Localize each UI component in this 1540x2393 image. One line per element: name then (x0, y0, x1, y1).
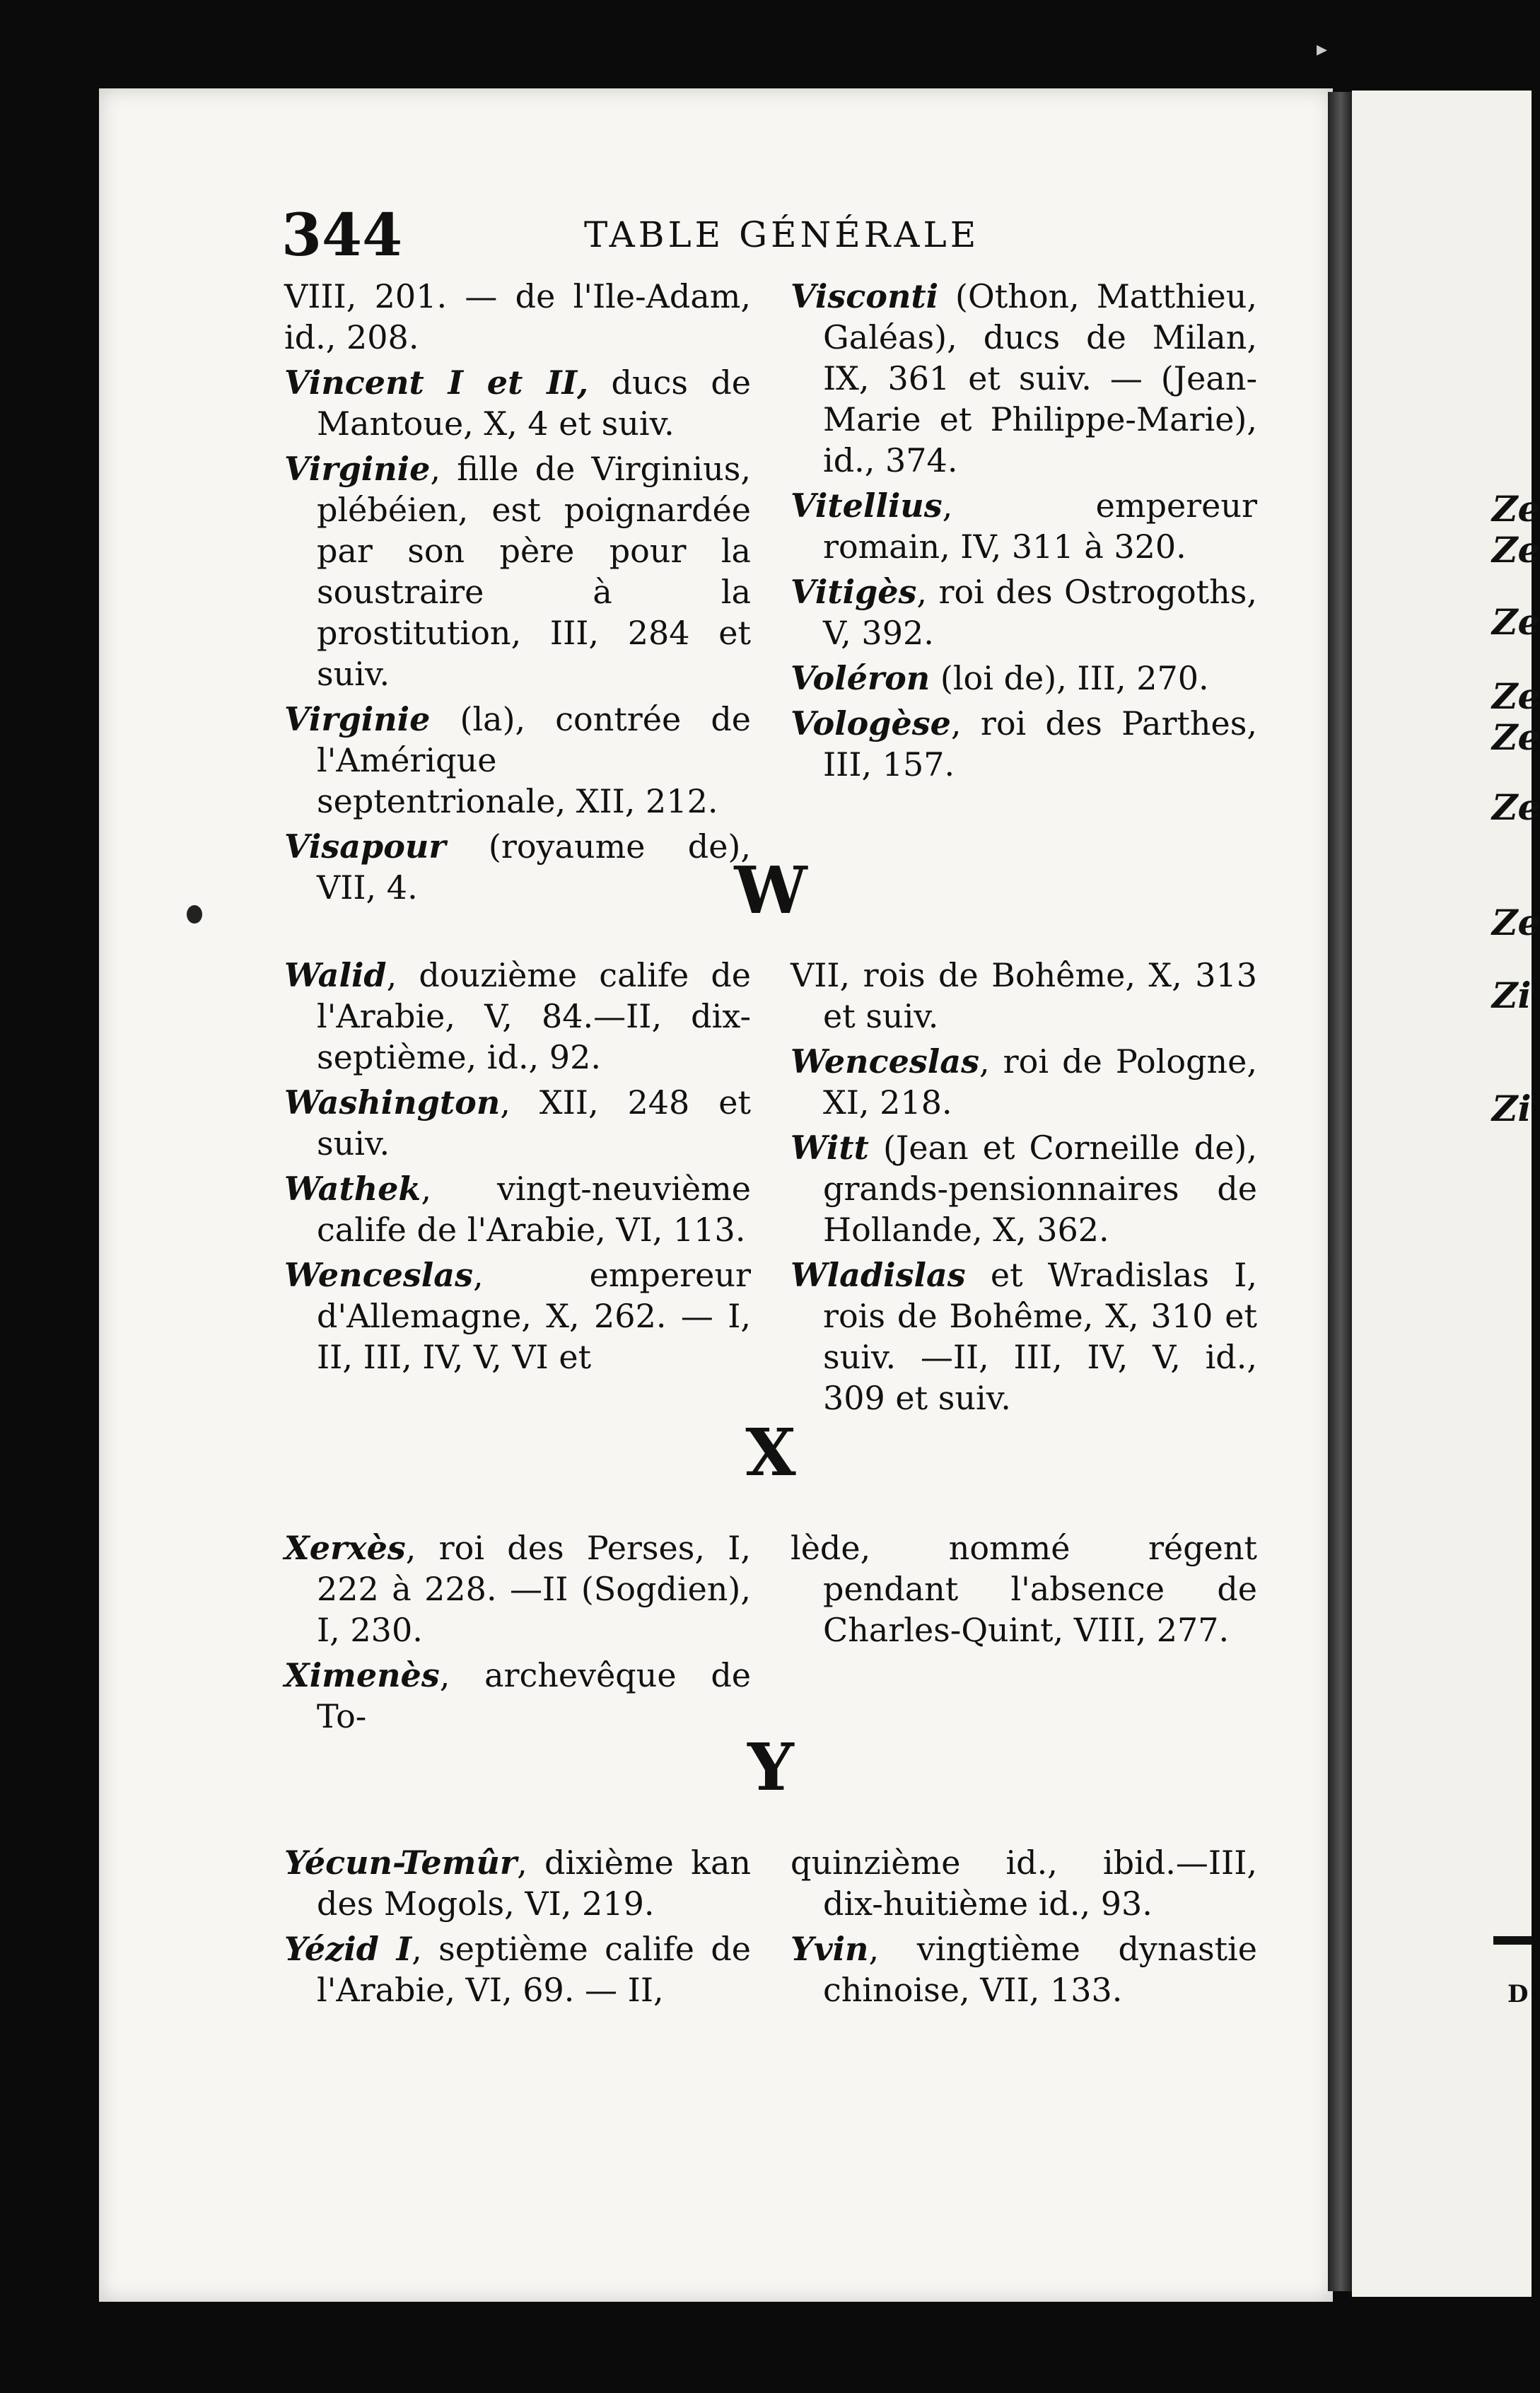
running-head (281, 202, 1271, 272)
index-entry: VII, rois de Bohême, X, 313 et suiv. (791, 956, 1257, 1035)
index-entry: Wladislas et Wradislas I, rois de Bohême, X, 310 et suiv. —II, III, IV, V, id., 309 et suiv. (791, 1256, 1257, 1417)
page-number: 344 (281, 202, 403, 269)
facing-page-fragment: Ze (1492, 902, 1540, 943)
facing-page-fragment: Ze (1492, 488, 1540, 530)
facing-page-fragment: Ze (1492, 529, 1540, 571)
section-letter-y: Y (747, 1729, 794, 1805)
index-column-v-left (284, 276, 751, 912)
facing-page-fragment: Ze (1492, 675, 1540, 717)
index-entry: Walid, douzième calife de l'Arabie, V, 84.—II, dix-septième, id., 92. (284, 956, 751, 1076)
index-entry: Voléron (loi de), III, 270. (791, 659, 1209, 697)
index-entry: Xerxès, roi des Perses, I, 222 à 228. —II (Sogdien), I, 230. (284, 1529, 751, 1649)
facing-page-fragment: Ze (1492, 786, 1540, 828)
index-column-v-right (791, 276, 1257, 789)
page-header-title: TABLE GÉNÉRALE (584, 214, 980, 255)
index-entry: Yvin, vingtième dynastie chinoise, VII, 133. (791, 1930, 1257, 2009)
index-entry: Virginie (la), contrée de l'Amérique septentrionale, XII, 212. (284, 700, 751, 820)
index-column-x-left (284, 1527, 751, 1741)
index-entry: lède, nommé régent pendant l'absence de Charles-Quint, VIII, 277. (791, 1529, 1257, 1649)
index-entry: Vitigès, roi des Ostrogoths, V, 392. (791, 573, 1257, 652)
index-column-x-right (791, 1527, 1257, 1655)
index-entry: VIII, 201. — de l'Ile-Adam, id., 208. (284, 277, 751, 356)
facing-page-signature: D (1507, 1980, 1529, 2008)
index-entry: Ximenès, archevêque de To- (284, 1656, 751, 1735)
facing-page-fragment: Ze (1492, 601, 1540, 643)
index-entry: Wenceslas, empereur d'Allemagne, X, 262. — I, II, III, IV, V, VI et (284, 1256, 751, 1376)
facing-page (1352, 91, 1532, 2297)
index-column-y-right (791, 1842, 1257, 2015)
section-letter-x: X (745, 1414, 796, 1491)
facing-page-fragment: Ze (1492, 716, 1540, 758)
index-column-y-left (284, 1842, 751, 2015)
index-entry: Washington, XII, 248 et suiv. (284, 1083, 751, 1163)
facing-page-fragment: Zi (1492, 1088, 1532, 1129)
index-column-w-left (284, 955, 751, 1382)
index-entry: quinzième id., ibid.—III, dix-huitième id., 93. (791, 1844, 1257, 1923)
index-column-w-right (791, 955, 1257, 1423)
facing-page-rule (1493, 1936, 1532, 1945)
index-entry: Wenceslas, roi de Pologne, XI, 218. (791, 1042, 1257, 1122)
book-gutter (1328, 92, 1353, 2291)
index-entry: Vologèse, roi des Parthes, III, 157. (791, 704, 1257, 784)
index-entry: Vitellius, empereur romain, IV, 311 à 320. (791, 487, 1257, 566)
index-entry: Visconti (Othon, Matthieu, Galéas), ducs de Milan, IX, 361 et suiv. — (Jean-Marie et Philippe-Marie), id., 374. (791, 277, 1257, 479)
index-entry: Wathek, vingt-neuvième calife de l'Arabie, VI, 113. (284, 1170, 751, 1249)
index-entry: Yécun-Temûr, dixième kan des Mogols, VI, 219. (284, 1844, 751, 1923)
section-letter-w: W (734, 852, 807, 928)
scan-mark: ▸ (1317, 37, 1328, 62)
index-entry: Visapour (royaume de), VII, 4. (284, 827, 751, 907)
facing-page-fragment: Zi (1492, 974, 1532, 1016)
index-entry: Yézid I, septième calife de l'Arabie, VI, 69. — II, (284, 1930, 751, 2009)
index-entry: Witt (Jean et Corneille de), grands-pensionnaires de Hollande, X, 362. (791, 1129, 1257, 1249)
index-entry: Virginie, fille de Virginius, plébéien, est poignardée par son père pour la soustraire à la prostitution, III, 284 et suiv. (284, 450, 751, 693)
index-entry: Vincent I et II, ducs de Mantoue, X, 4 et suiv. (284, 363, 751, 443)
